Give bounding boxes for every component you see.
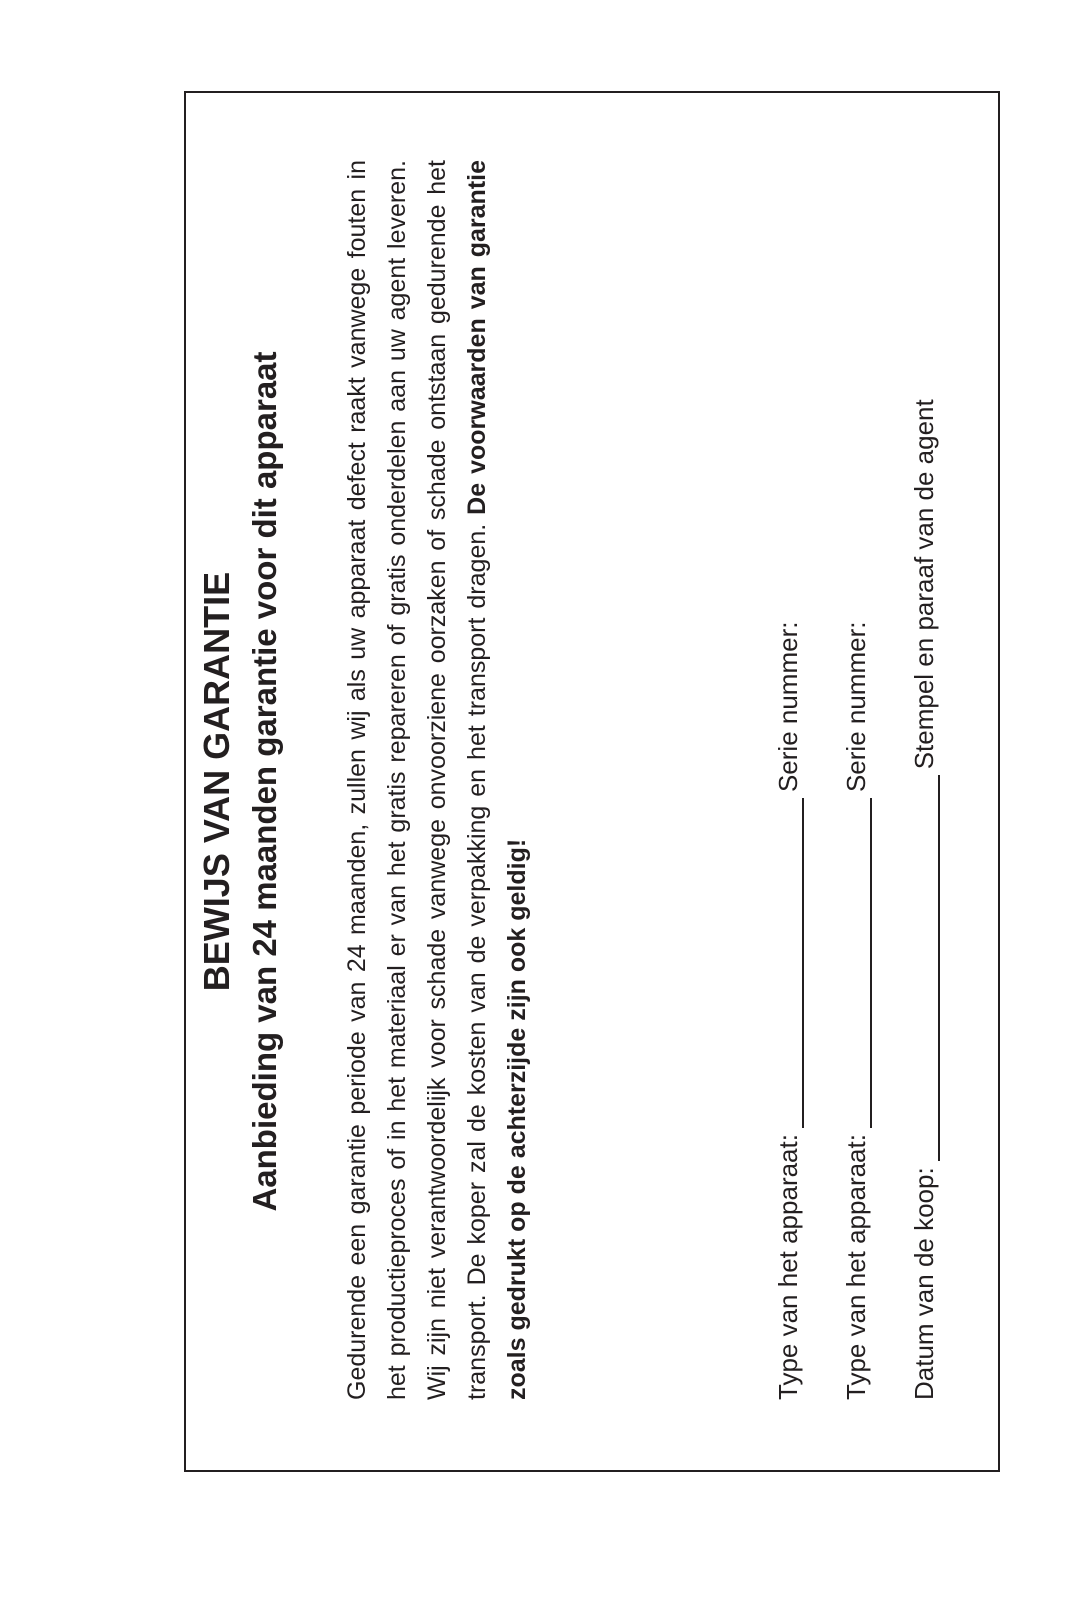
warranty-text-body: Gedurende een garantie periode van 24 maanden, zullen wij als uw apparaat defect raakt vanwege fouten in het productieproces of in het materiaal er van het gratis repareren of gratis onderdelen aan uw agent leveren. Wij zijn niet verantwoordelijk voor schade vanwege onvoorziene oorzaken of schade ontstaan gedurende het transport. De koper zal de kosten van de verpakking en het transport dragen.: [343, 160, 491, 1400]
card-title: BEWIJS VAN GARANTIE: [196, 571, 237, 992]
serial-number-label: Serie nummer:: [773, 621, 803, 793]
warranty-card: [184, 91, 1000, 1472]
device-type-field[interactable]: [848, 798, 872, 1128]
form-row-purchase-date: [900, 399, 940, 1400]
form-row-device-type-1: [764, 622, 804, 1400]
form-row-device-type-2: [832, 622, 872, 1400]
device-type-label: Type van het apparaat:: [841, 1134, 871, 1400]
serial-number-label: Serie nummer:: [841, 621, 871, 793]
purchase-date-label: Datum van de koop:: [909, 1167, 939, 1400]
device-type-label: Type van het apparaat:: [773, 1134, 803, 1400]
agent-stamp-label: Stempel en paraaf van de agent: [909, 399, 939, 770]
device-type-field[interactable]: [780, 798, 804, 1128]
purchase-date-field[interactable]: [916, 775, 940, 1161]
warranty-text-conditions: De voorwaarden van garantie zoals gedrukt op de achterzijde zijn ook geldig!: [463, 160, 531, 1400]
warranty-text: [337, 160, 537, 1400]
card-subtitle: Aanbieding van 24 maanden garantie voor dit apparaat: [246, 351, 283, 1212]
